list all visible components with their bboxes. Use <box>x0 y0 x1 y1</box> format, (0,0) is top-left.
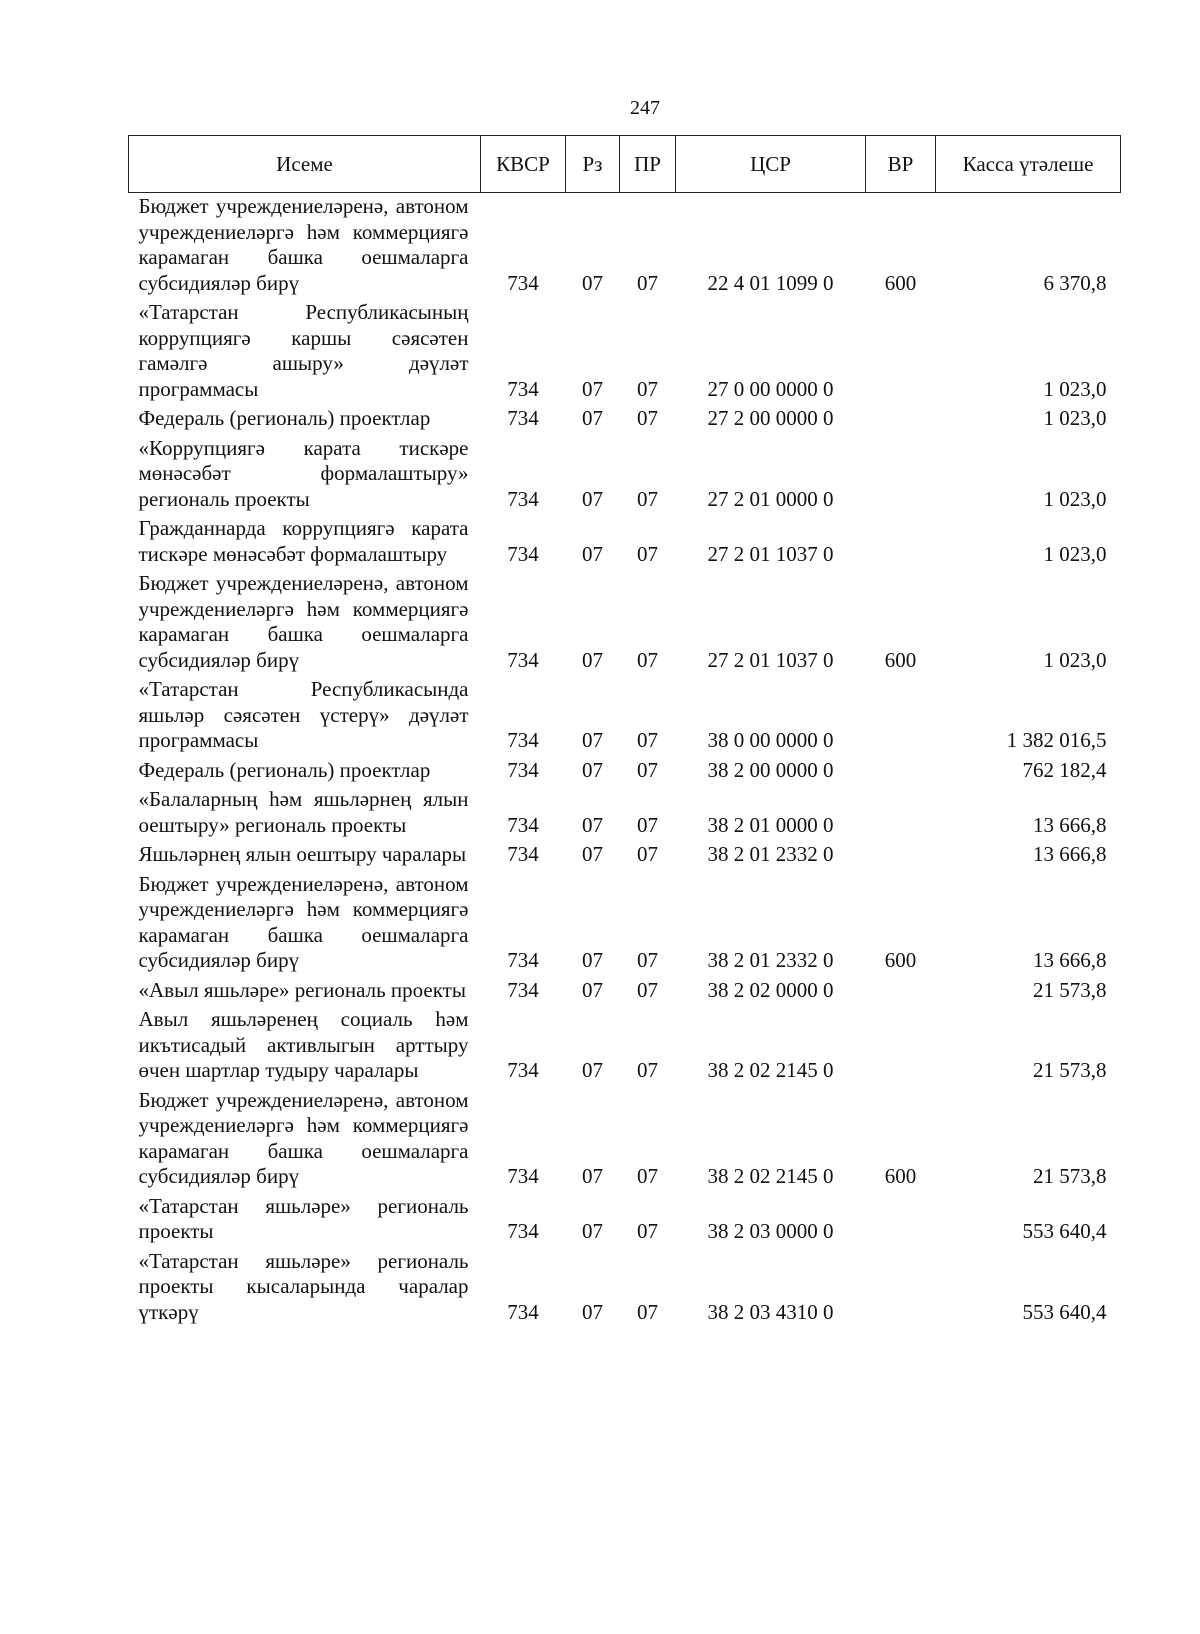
cell-vr <box>866 977 936 1007</box>
cell-pr: 07 <box>637 1058 658 1082</box>
cell-sum: 1 023,0 <box>1043 647 1107 672</box>
cell-rz: 07 <box>582 486 603 511</box>
cell-rz: 07 <box>582 406 603 430</box>
cell-pr: 07 <box>637 486 658 511</box>
cell-vr: 600 <box>884 270 917 295</box>
cell-sum: 1 023,0 <box>1043 406 1107 430</box>
cell-rz: 07 <box>582 376 603 401</box>
cell-name: «Татарстан Республикасының коррупциягә каршы сәясәтен гамәлгә ашыру» дәүләт программасы <box>138 300 469 401</box>
table-row <box>129 786 1121 841</box>
col-header-rz: Рз <box>566 136 620 193</box>
cell-kvsr: 734 <box>507 1219 539 1243</box>
table-row <box>129 435 1121 516</box>
cell-rz: 07 <box>582 270 603 295</box>
cell-csr: 38 2 01 2332 0 <box>707 948 834 972</box>
col-header-kvsr: КВСР <box>481 136 566 193</box>
table-row <box>129 570 1121 676</box>
cell-pr: 07 <box>637 948 658 972</box>
cell-name: Федераль (региональ) проектлар <box>138 757 431 782</box>
cell-pr: 07 <box>637 270 658 295</box>
cell-rz: 07 <box>582 1058 603 1082</box>
cell-sum: 553 640,4 <box>1022 1219 1107 1243</box>
col-header-csr: ЦСР <box>676 136 866 193</box>
table-row <box>129 193 1121 300</box>
cell-pr: 07 <box>637 1164 658 1188</box>
cell-pr: 07 <box>637 842 658 866</box>
cell-sum: 1 382 016,5 <box>1006 728 1107 752</box>
cell-csr: 22 4 01 1099 0 <box>707 270 834 295</box>
cell-rz: 07 <box>582 1164 603 1188</box>
budget-table <box>128 135 1121 1328</box>
col-header-name: Исеме <box>129 136 481 193</box>
cell-kvsr: 734 <box>507 1164 539 1188</box>
cell-pr: 07 <box>637 1219 658 1243</box>
table-row <box>129 405 1121 435</box>
table-row <box>129 676 1121 757</box>
cell-name: «Балаларның һәм яшьләрнең ялын оештыру» региональ проекты <box>138 787 469 837</box>
cell-vr <box>866 1193 936 1248</box>
cell-pr: 07 <box>637 541 658 566</box>
cell-name: Яшьләрнең ялын оештыру чаралары <box>138 842 467 866</box>
cell-name: Бюджет учреждениеләренә, автоном учреждениеләргә һәм коммерциягә карамаган башка оешмаларга субсидияләр бирү <box>138 871 469 972</box>
cell-rz: 07 <box>582 948 603 972</box>
cell-sum: 13 666,8 <box>1033 842 1107 866</box>
table-row <box>129 1248 1121 1329</box>
table-body <box>129 193 1121 1329</box>
cell-kvsr: 734 <box>507 948 539 972</box>
cell-kvsr: 734 <box>507 728 539 752</box>
cell-csr: 27 2 00 0000 0 <box>707 406 834 430</box>
cell-name: Федераль (региональ) проектлар <box>138 406 431 430</box>
cell-vr <box>866 1006 936 1087</box>
cell-kvsr: 734 <box>507 486 539 511</box>
cell-rz: 07 <box>582 757 603 782</box>
cell-vr <box>866 676 936 757</box>
cell-csr: 38 2 00 0000 0 <box>707 757 834 782</box>
cell-name: Бюджет учреждениеләренә, автоном учреждениеләргә һәм коммерциягә карамаган башка оешмаларга субсидияләр бирү <box>138 571 469 672</box>
cell-rz: 07 <box>582 1299 603 1324</box>
cell-sum: 21 573,8 <box>1033 977 1107 1002</box>
cell-csr: 27 2 01 1037 0 <box>707 647 834 672</box>
cell-csr: 38 2 03 0000 0 <box>707 1219 834 1243</box>
cell-rz: 07 <box>582 1219 603 1243</box>
cell-csr: 27 0 00 0000 0 <box>707 376 834 401</box>
table-row <box>129 515 1121 570</box>
cell-vr <box>866 1248 936 1329</box>
cell-sum: 6 370,8 <box>1043 270 1107 295</box>
cell-pr: 07 <box>637 812 658 837</box>
cell-rz: 07 <box>582 842 603 866</box>
cell-pr: 07 <box>637 728 658 752</box>
cell-sum: 553 640,4 <box>1022 1299 1107 1324</box>
cell-sum: 1 023,0 <box>1043 486 1107 511</box>
cell-pr: 07 <box>637 406 658 430</box>
cell-kvsr: 734 <box>507 647 539 672</box>
cell-sum: 1 023,0 <box>1043 541 1107 566</box>
cell-vr <box>866 786 936 841</box>
cell-csr: 27 2 01 1037 0 <box>707 541 834 566</box>
table-row <box>129 1193 1121 1248</box>
cell-name: Бюджет учреждениеләренә, автоном учреждениеләргә һәм коммерциягә карамаган башка оешмаларга субсидияләр бирү <box>138 1087 469 1188</box>
table-row <box>129 1006 1121 1087</box>
cell-kvsr: 734 <box>507 1299 539 1324</box>
cell-kvsr: 734 <box>507 376 539 401</box>
cell-kvsr: 734 <box>507 842 539 866</box>
cell-sum: 21 573,8 <box>1033 1058 1107 1082</box>
cell-rz: 07 <box>582 812 603 837</box>
page-number: 247 <box>630 97 660 119</box>
cell-csr: 38 2 01 0000 0 <box>707 812 834 837</box>
cell-name: «Коррупциягә карата тискәре мөнәсәбәт формалаштыру» региональ проекты <box>138 435 469 511</box>
col-header-pr: ПР <box>620 136 676 193</box>
cell-name: Гражданнарда коррупциягә карата тискәре мөнәсәбәт формалаштыру <box>138 516 469 566</box>
header-row <box>129 136 1121 193</box>
table-header <box>129 136 1121 193</box>
cell-name: «Татарстан яшьләре» региональ проекты <box>138 1193 469 1243</box>
cell-vr <box>866 841 936 871</box>
cell-csr: 38 2 02 2145 0 <box>707 1164 834 1188</box>
cell-sum: 21 573,8 <box>1033 1164 1107 1188</box>
table-row <box>129 841 1121 871</box>
table-row <box>129 1087 1121 1193</box>
table-row <box>129 299 1121 405</box>
cell-name: Авыл яшьләренең социаль һәм икътисадый активлыгын арттыру өчен шартлар тудыру чаралары <box>138 1007 469 1082</box>
cell-rz: 07 <box>582 541 603 566</box>
cell-csr: 27 2 01 0000 0 <box>707 486 834 511</box>
cell-csr: 38 0 00 0000 0 <box>707 728 834 752</box>
cell-vr: 600 <box>884 948 917 972</box>
cell-vr <box>866 757 936 787</box>
cell-name: Бюджет учреждениеләренә, автоном учреждениеләргә һәм коммерциягә карамаган башка оешмаларга субсидияләр бирү <box>138 194 469 295</box>
cell-rz: 07 <box>582 728 603 752</box>
cell-kvsr: 734 <box>507 812 539 837</box>
cell-kvsr: 734 <box>507 541 539 566</box>
cell-csr: 38 2 03 4310 0 <box>707 1299 834 1324</box>
cell-sum: 762 182,4 <box>1022 757 1107 782</box>
cell-kvsr: 734 <box>507 977 539 1002</box>
cell-csr: 38 2 01 2332 0 <box>707 842 834 866</box>
cell-pr: 07 <box>637 977 658 1002</box>
cell-vr: 600 <box>884 647 917 672</box>
cell-kvsr: 734 <box>507 1058 539 1082</box>
cell-sum: 13 666,8 <box>1033 948 1107 972</box>
cell-vr <box>866 405 936 435</box>
cell-sum: 1 023,0 <box>1043 376 1107 401</box>
cell-pr: 07 <box>637 647 658 672</box>
cell-rz: 07 <box>582 977 603 1002</box>
cell-pr: 07 <box>637 1299 658 1324</box>
cell-name: «Авыл яшьләре» региональ проекты <box>138 977 466 1002</box>
cell-rz: 07 <box>582 647 603 672</box>
cell-kvsr: 734 <box>507 406 539 430</box>
cell-csr: 38 2 02 0000 0 <box>707 977 834 1002</box>
cell-sum: 13 666,8 <box>1033 812 1107 837</box>
cell-pr: 07 <box>637 376 658 401</box>
table-row <box>129 757 1121 787</box>
col-header-sum: Касса үтәлеше <box>936 136 1121 193</box>
cell-vr <box>866 515 936 570</box>
cell-vr <box>866 299 936 405</box>
cell-kvsr: 734 <box>507 757 539 782</box>
cell-vr: 600 <box>884 1164 917 1188</box>
col-header-vr: ВР <box>866 136 936 193</box>
cell-csr: 38 2 02 2145 0 <box>707 1058 834 1082</box>
cell-vr <box>866 435 936 516</box>
table-row <box>129 871 1121 977</box>
cell-name: «Татарстан яшьләре» региональ проекты кысаларында чаралар үткәрү <box>138 1248 469 1324</box>
cell-name: «Татарстан Республикасында яшьләр сәясәтен үстерү» дәүләт программасы <box>138 677 469 752</box>
table-row <box>129 977 1121 1007</box>
cell-kvsr: 734 <box>507 270 539 295</box>
cell-pr: 07 <box>637 757 658 782</box>
